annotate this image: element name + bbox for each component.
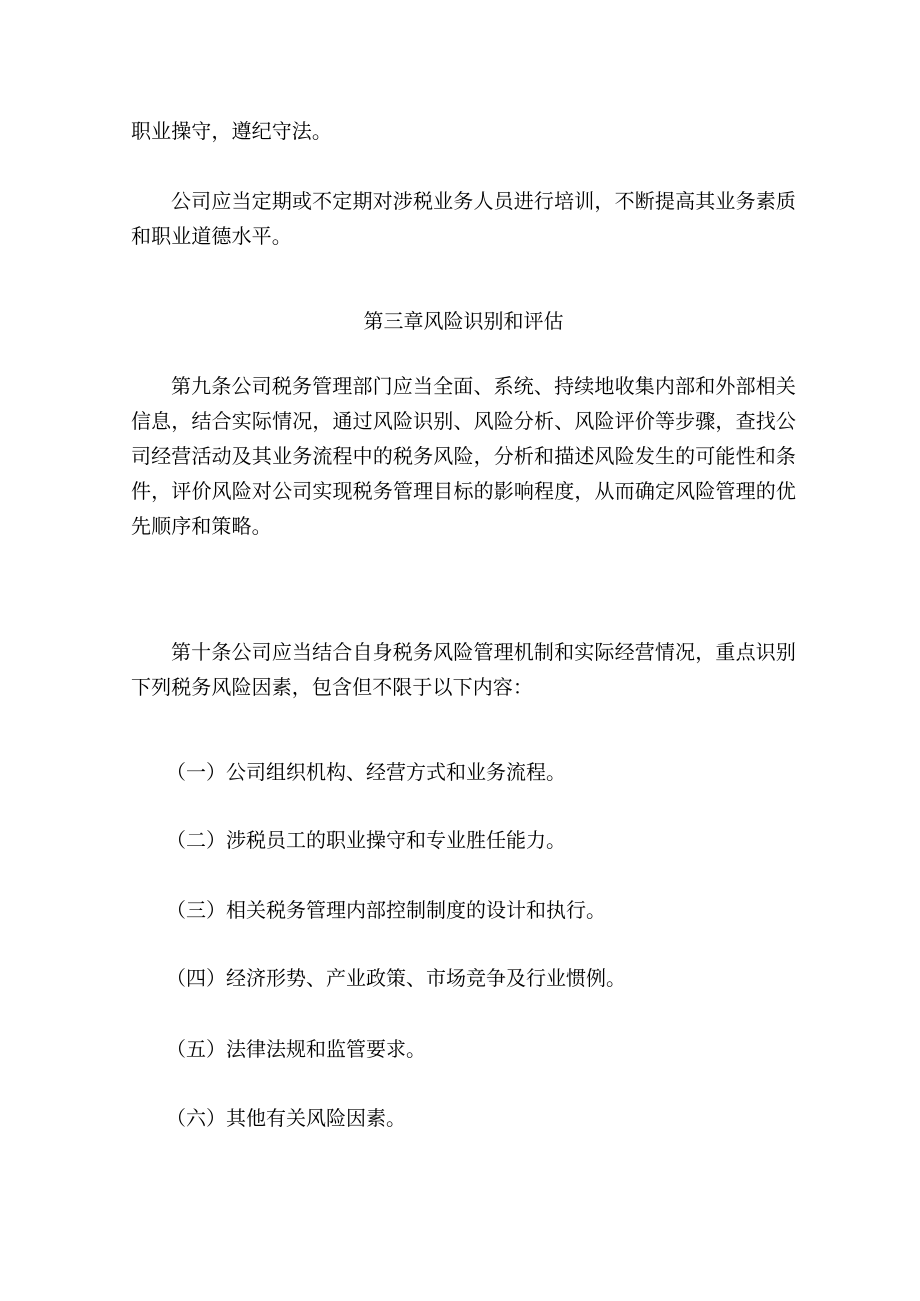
list-item: （三）相关税务管理内部控制制度的设计和执行。: [166, 898, 606, 922]
paragraph-article-9: 第九条公司税务管理部门应当全面、系统、持续地收集内部和外部相关信息，结合实际情况，通过风险识别、风险分析、风险评价等步骤，查找公司经营活动及其业务流程中的税务风险，分析和描述风险发生的可能性和条件，评价风险对公司实现税务管理目标的影响程度，从而确定风险管理的优先顺序和策略。: [131, 374, 796, 538]
paragraph-training: 公司应当定期或不定期对涉税业务人员进行培训，不断提高其业务素质和职业道德水平。: [131, 189, 796, 248]
list-item: （六）其他有关风险因素。: [166, 1106, 406, 1130]
chapter-heading: 第三章风险识别和评估: [363, 309, 564, 333]
list-item: （二）涉税员工的职业操守和专业胜任能力。: [166, 828, 566, 852]
list-item: （四）经济形势、产业政策、市场竞争及行业惯例。: [166, 966, 626, 990]
list-item: （五）法律法规和监管要求。: [166, 1037, 426, 1061]
paragraph-continuation: 职业操守，遵纪守法。: [131, 119, 332, 143]
paragraph-article-10: 第十条公司应当结合自身税务风险管理机制和实际经营情况，重点识别下列税务风险因素，包含但不限于以下内容：: [131, 640, 796, 699]
list-item: （一）公司组织机构、经营方式和业务流程。: [166, 760, 566, 784]
